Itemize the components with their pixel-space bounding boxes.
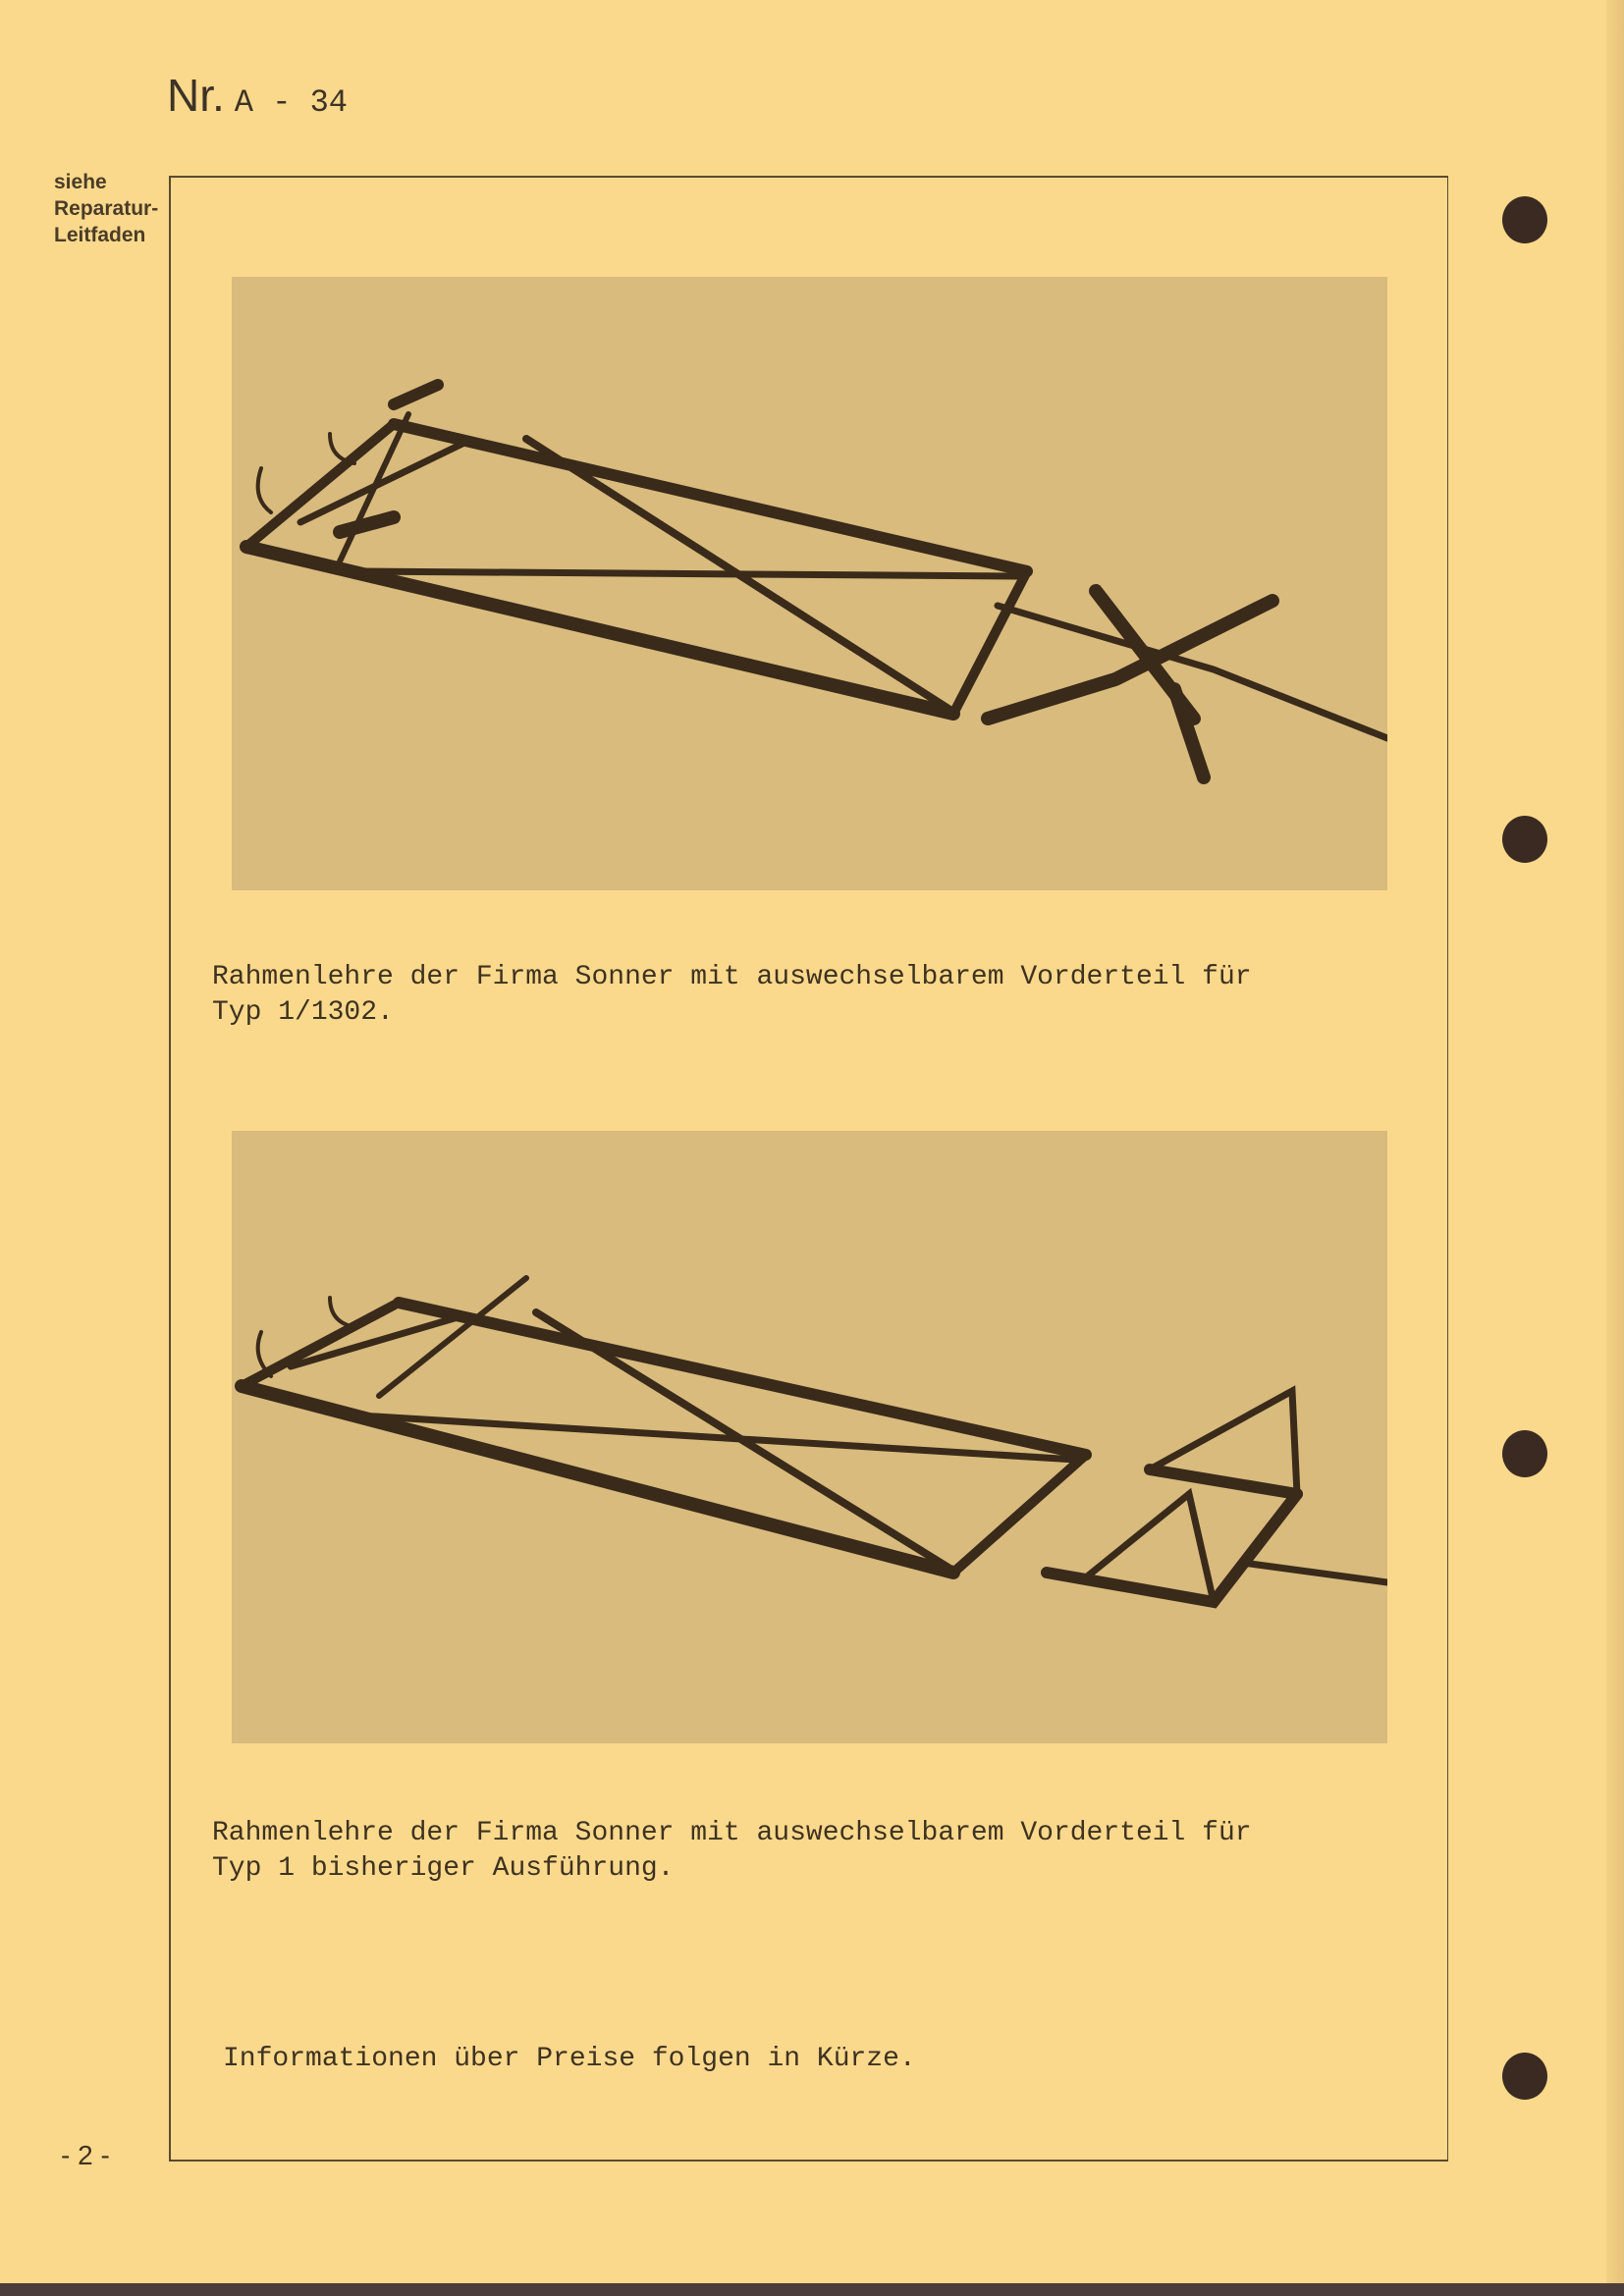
price-note: Informationen über Preise folgen in Kürze.: [223, 2044, 916, 2074]
side-note-line: Leitfaden: [54, 224, 146, 246]
punch-hole: [1502, 1430, 1547, 1477]
photo-frame-gauge-1302: [232, 277, 1387, 890]
side-note: [54, 169, 158, 248]
punch-hole: [1502, 816, 1547, 863]
frame-gauge-illustration: [232, 277, 1387, 890]
page-number: - 2 -: [61, 2140, 110, 2170]
figure-caption: Rahmenlehre der Firma Sonner mit auswechselbarem Vorderteil für Typ 1/1302.: [212, 962, 1252, 1028]
punch-hole: [1502, 2053, 1547, 2100]
number-prefix: Nr.: [167, 70, 225, 121]
frame-gauge-illustration: [232, 1131, 1387, 1743]
side-note-line: Reparatur-: [54, 197, 159, 220]
page-edge-shadow: [1606, 0, 1624, 2283]
figure-caption: Rahmenlehre der Firma Sonner mit auswechselbarem Vorderteil für Typ 1 bisheriger Ausführung.: [212, 1818, 1252, 1884]
scan-bottom-edge: [0, 2283, 1624, 2296]
photo-frame-gauge-type1: [232, 1131, 1387, 1743]
document-number: [167, 69, 348, 122]
punch-hole: [1502, 196, 1547, 243]
number-value: A - 34: [234, 84, 348, 121]
side-note-line: siehe: [54, 171, 107, 193]
